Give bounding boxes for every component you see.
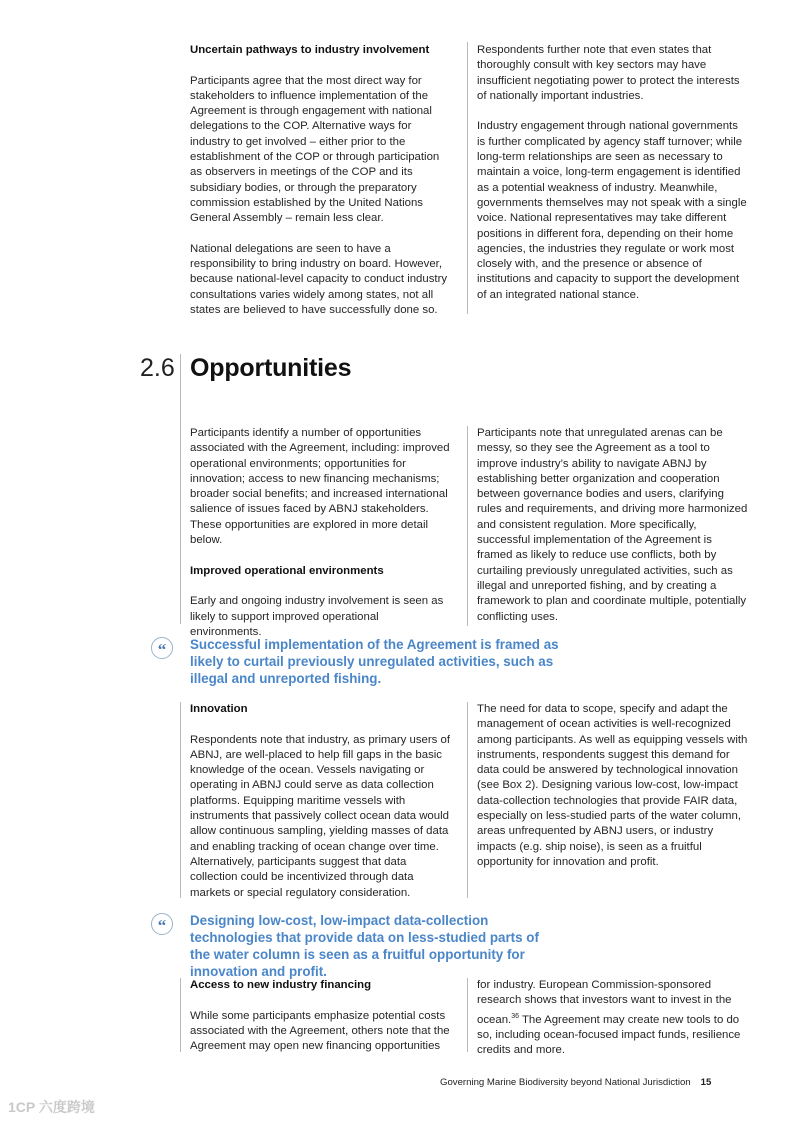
section-number: 2.6 [140, 354, 175, 382]
top-left-column [190, 43, 450, 318]
paragraph: While some participants emphasize potential costs associated with the Agreement, others note that the Agreement may open new financing opportunities [190, 1009, 450, 1053]
top-right-column [477, 43, 749, 303]
pull-quote: Designing low-cost, low-impact data-collection technologies that provide data on less-studied parts of the water column is seen as a fruitful opportunity for innovation and profit. [190, 913, 539, 979]
watermark-logo: 1CP 六度跨境 [8, 1099, 95, 1115]
subheading-improved-operational: Improved operational environments [190, 564, 384, 577]
paragraph [477, 978, 749, 1058]
page-number: 15 [700, 1077, 712, 1088]
column-divider [467, 702, 468, 898]
section-title: Opportunities [190, 354, 352, 382]
paragraph: The need for data to scope, specify and adapt the management of ocean activities is well-recognized among participants. As well as equipping vessels with instruments, respondents suggest this demand for data could be answered by technological innovation (see Box 2). Designing various low-cost, low-impact data-collection technologies that provide FAIR data, especially on less-studied parts of the water column, areas unfrequented by ABNJ users, or industry impacts (e.g. ship noise), is seen as a fruitful opportunity for innovation and profit. [477, 703, 748, 868]
paragraph: Early and ongoing industry involvement is seen as likely to support improved operational environments. [190, 595, 444, 638]
section-rule [180, 354, 181, 624]
opportunities-left-column [190, 426, 450, 640]
quote-icon: “ [151, 913, 173, 935]
subheading-innovation: Innovation [190, 703, 248, 715]
subheading-uncertain-pathways: Uncertain pathways to industry involvement [190, 44, 430, 56]
column-divider [467, 426, 468, 626]
innovation-left-column [190, 702, 450, 901]
paragraph: Participants agree that the most direct way for stakeholders to influence implementation of the Agreement is through engagement with national delegations to the COP. Alternative ways for industry to get involved – either prior to the establishment of the COP or through participation as observers in meetings of the COP and its subsidiary bodies, or through the preparatory commission established by the United Nations General Assembly – remain less clear. [190, 74, 440, 225]
paragraph-text: The Agreement may create new tools to do so, including ocean-focused impact funds, resilience credits and more. [477, 1013, 741, 1056]
paragraph: Participants note that unregulated arenas can be messy, so they see the Agreement as a tool to improve industry’s ability to navigate ABNJ by establishing better organization and cooperation between governance bodies and users, clarifying rules and requirements, and driving more harmonized and consistent regulation. More specifically, successful implementation of the Agreement is framed as likely to reduce use conflicts, both by curtailing previously unregulated activities, such as illegal and unreported fishing, and by creating a framework to plan and coordinate multiple, potentially conflicting uses. [477, 427, 748, 623]
column-divider [467, 978, 468, 1052]
paragraph: National delegations are seen to have a responsibility to bring industry on board. However, because national-level capacity to conduct industry consultations varies widely among states, not all states are believed to have successfully done so. [190, 242, 448, 317]
opportunities-right-column [477, 426, 749, 625]
section-rule [180, 702, 181, 898]
page-footer [440, 1077, 711, 1088]
paragraph: Respondents further note that even states that thoroughly consult with key sectors may have insufficient negotiating power to protect the interests of nationally important industries. [477, 44, 740, 102]
innovation-right-column [477, 702, 749, 870]
financing-right-column [477, 978, 749, 1058]
financing-left-column [190, 978, 450, 1054]
footnote-marker[interactable]: 36 [511, 1012, 519, 1020]
column-divider [467, 42, 468, 314]
footer-title: Governing Marine Biodiversity beyond National Jurisdiction [440, 1077, 691, 1088]
quote-icon: “ [151, 637, 173, 659]
paragraph: Participants identify a number of opportunities associated with the Agreement, including: improved operational environments; opportunities for innovation; access to new financing mechanisms; broader social benefits; and increased international salience of issues faced by ABNJ stakeholders. These opportunities are explored in more detail below. [190, 427, 450, 547]
paragraph: Respondents note that industry, as primary users of ABNJ, are well-placed to help fill gaps in the basic knowledge of the ocean. Vessels navigating or operating in ABNJ could serve as data collection platforms. Equipping maritime vessels with instruments that passively collect ocean data would allow continuous sampling, yielding masses of data and enabling tracking of ocean change over time. Alternatively, participants suggest that data collection could be incentivized through data markets or special regulatory consideration. [190, 733, 451, 899]
paragraph-text: for industry. European Commission-sponsored research shows that investors want to invest in the ocean. [477, 979, 732, 1026]
section-rule [180, 978, 181, 1052]
pull-quote: Successful implementation of the Agreement is framed as likely to curtail previously unregulated activities, such as illegal and unreported fishing. [190, 637, 559, 686]
paragraph: Industry engagement through national governments is further complicated by agency staff turnover; while long-term relationships are seen as necessary to maintain a voice, long-term engagement is identified as a potential weakness of industry. Meanwhile, governments themselves may not speak with a single voice. National representatives may take different positions in different fora, depending on their home agencies, the industries they regulate or work most closely with, and the presence or absence of institutions and capacity to support the development of an integrated national stance. [477, 120, 747, 301]
subheading-financing: Access to new industry financing [190, 979, 372, 991]
